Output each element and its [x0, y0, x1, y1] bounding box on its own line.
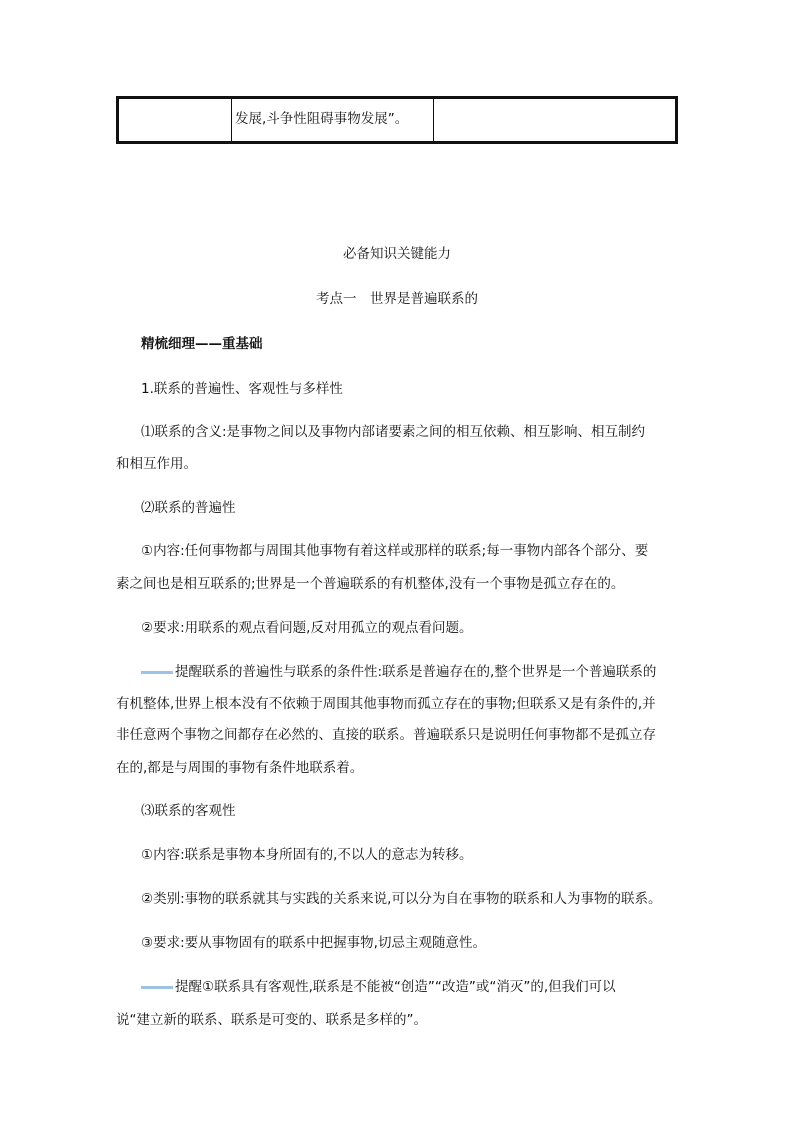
paragraph-1-line-2: 和相互作用。 [116, 456, 197, 472]
paragraph-4: ①内容:联系是事物本身所固有的,不以人的意志为转移。 [141, 847, 473, 863]
section-title: 必备知识关键能力 [343, 246, 451, 262]
tip-2-line-1 [141, 975, 616, 995]
topic-title: 考点一 世界是普遍联系的 [316, 291, 478, 307]
paragraph-2-line-1: ①内容:任何事物都与周围其他事物有着这样或那样的联系;每一事物内部各个部分、要 [141, 543, 649, 559]
tip-1-line-1 [141, 660, 656, 680]
tip-1-text: 提醒联系的普遍性与联系的条件性:联系是普遍存在的,整个世界是一个普遍联系的 [175, 664, 657, 680]
tip-1-line-4: 在的,都是与周围的事物有条件地联系着。 [116, 760, 364, 776]
tip-2-line-2: 说“建立新的联系、联系是可变的、联系是多样的”。 [116, 1012, 427, 1028]
subheading: 精梳细理——重基础 [141, 336, 263, 352]
paragraph-2-line-2: 素之间也是相互联系的;世界是一个普遍联系的有机整体,没有一个事物是孤立存在的。 [116, 576, 625, 592]
tip-2-text: 提醒①联系具有客观性,联系是不能被“创造”“改造”或“消灭”的,但我们可以 [175, 979, 616, 995]
table-cell-3 [434, 99, 675, 141]
paragraph-1-line-1: ⑴联系的含义:是事物之间以及事物内部诸要素之间的相互依赖、相互影响、相互制约 [141, 424, 646, 440]
paragraph-3: ②要求:用联系的观点看问题,反对用孤立的观点看问题。 [141, 620, 473, 636]
paragraph-6: ③要求:要从事物固有的联系中把握事物,切忌主观随意性。 [141, 935, 486, 951]
table-cell-1 [119, 99, 232, 141]
heading-3: ⑶联系的客观性 [141, 803, 236, 819]
tip-1-line-3: 非任意两个事物之间都存在必然的、直接的联系。普遍联系只是说明任何事物都不是孤立存 [116, 727, 656, 743]
heading-2: ⑵联系的普遍性 [141, 500, 236, 516]
paragraph-5: ②类别:事物的联系就其与实践的关系来说,可以分为自在事物的联系和人为事物的联系。 [141, 891, 662, 907]
highlight-marker [141, 986, 173, 989]
tip-1-line-2: 有机整体,世界上根本没有不依赖于周围其他事物而孤立存在的事物;但联系又是有条件的,并 [116, 696, 656, 712]
table [116, 96, 678, 144]
table-cell-2: 发展,斗争性阻碍事物发展”。 [232, 99, 434, 141]
highlight-marker [141, 671, 173, 674]
heading-1: 1.联系的普遍性、客观性与多样性 [141, 381, 343, 397]
